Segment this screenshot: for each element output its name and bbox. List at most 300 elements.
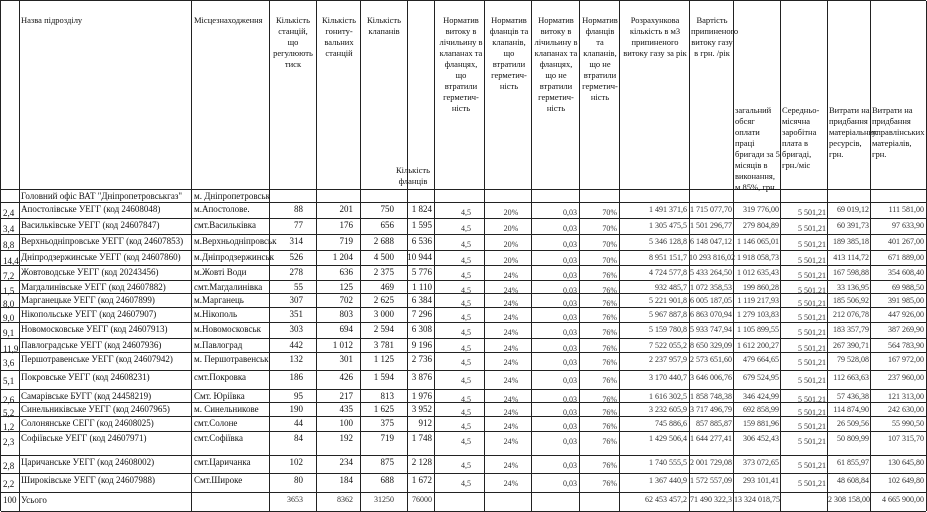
row-number: 2,3 [3,437,15,447]
row-pct1: 24% [503,479,519,488]
row-stations: 351 [289,309,303,319]
row-purchase-costs: 183 357,79 [833,325,869,334]
row-cost: 10 293 816,02 [689,253,735,262]
row-cost: 5 433 264,50 [690,268,732,277]
row-name: Нікопольське УЕГГ (код 24607907) [21,309,157,319]
grid-vline [780,1,781,511]
row-name: Павлоградське УЕГГ (код 24607936) [21,340,162,350]
row-valves: 813 [380,391,394,401]
row-pct1: 24% [503,422,519,431]
row-stations: 77 [294,220,303,230]
row-number: 7,2 [3,271,15,281]
row-number: 9,1 [3,328,15,338]
row-stations: 526 [289,252,303,262]
row-name: Софіївське УЕГГ (код 24607971) [21,433,147,443]
row-pct2: 76% [602,376,617,385]
row-salary: 5 501,21 [798,271,826,280]
row-volume: 745 886,6 [655,419,687,428]
row-name: Покровське УЕГГ (код 24608231) [21,372,150,382]
row-purchase-costs: 212 076,78 [833,310,869,319]
row-purchase-costs: 189 385,18 [833,237,869,246]
row-labor: 1 105 899,55 [737,325,779,334]
grid-vline [484,1,485,511]
row-control-stations: 694 [339,324,353,334]
row-cost: 1 572 557,09 [690,476,732,485]
row-salary: 5 501,21 [798,240,826,249]
row-control-stations: 426 [339,372,353,382]
row-labor: 1 918 058,73 [737,253,779,262]
row-purchase-costs: 60 391,73 [837,221,869,230]
row-labor: 279 804,89 [743,221,779,230]
row-stations: 95 [294,391,303,401]
row-norm2: 0,03 [563,286,577,295]
row-norm2: 0,03 [563,395,577,404]
row-stations: 55 [294,282,303,292]
row-purchase-materials: 387 269,90 [888,325,924,334]
row-control-stations: 100 [339,418,353,428]
row-pct2: 76% [602,395,617,404]
row-location: м.Нікополь [194,309,238,319]
row-location: м.Дніпродзержинськ [194,252,275,262]
row-norm1: 4,5 [461,271,471,280]
grid-hline [1,338,926,339]
total-valves: 31250 [374,495,394,504]
row-name: Новомосковське УЕГГ (код 24607913) [21,324,168,334]
row-salary: 5 501,21 [798,408,826,417]
row-pct1: 24% [503,328,519,337]
row-location: Смт. Юріївка [194,391,245,401]
row-purchase-materials: 111 581,00 [888,205,924,214]
row-salary: 5 501,21 [798,344,826,353]
grid-hline [1,492,926,493]
row-norm1: 4,5 [461,328,471,337]
row-flanges: 6 536 [411,236,432,246]
row-salary: 5 501,21 [798,376,826,385]
grid-hline [1,280,926,281]
row-pct1: 24% [503,376,519,385]
total-control-stations: 8362 [337,495,353,504]
row-control-stations: 1 204 [332,252,353,262]
row-control-stations: 234 [339,457,353,467]
header-total-labor: загальний обсяг оплати праці бригади за 5 місяців в виконання, м 85%, грн. [735,105,780,192]
row-valves: 1 594 [373,372,394,382]
row-flanges: 1 824 [411,204,432,214]
grid-vline [19,1,20,511]
row-number: 2,2 [3,479,15,489]
row-volume: 932 485,7 [655,283,687,292]
row-volume: 7 522 055,2 [649,341,687,350]
row-pct2: 76% [602,313,617,322]
row-norm1: 4,5 [461,422,471,431]
row-norm1: 4,5 [461,408,471,417]
head-office-name: Головний офіс ВАТ "Дніпропетровськгаз" [21,191,183,201]
row-volume: 1 367 440,9 [649,476,687,485]
grid-vline [619,1,620,511]
row-norm2: 0,03 [563,358,577,367]
header-calc-volume: Розрахункова кількість в м3 припиненого витоку газу за рік [623,15,687,58]
row-control-stations: 435 [339,404,353,414]
row-salary: 5 501,21 [798,328,826,337]
row-valves: 2 594 [373,324,394,334]
row-purchase-materials: 97 633,90 [892,221,924,230]
row-location: смт.Солоне [194,418,238,428]
header-flanges: Кількість фланців [396,165,431,186]
row-pct2: 76% [602,328,617,337]
row-pct1: 24% [503,313,519,322]
row-pct1: 24% [503,358,519,367]
row-labor: 1 612 200,27 [737,341,779,350]
row-stations: 80 [294,475,303,485]
row-pct2: 76% [602,286,617,295]
row-name: Магдалинівське УЕГГ (код 24607882) [21,282,166,292]
row-valves: 2 625 [373,295,394,305]
row-pct2: 70% [602,240,617,249]
row-purchase-materials: 167 972,00 [888,355,924,364]
row-purchase-materials: 55 990,50 [892,419,924,428]
row-name: Жовтоводське УЕГГ (код 20243456) [21,267,159,277]
row-pct1: 20% [503,256,519,265]
row-norm1: 4,5 [461,344,471,353]
row-control-stations: 192 [339,433,353,443]
row-volume: 4 724 577,8 [649,268,687,277]
grid-hline [1,322,926,323]
row-salary: 5 501,21 [798,286,826,295]
row-purchase-materials: 130 645,80 [888,458,924,467]
row-control-stations: 301 [339,354,353,364]
row-norm2: 0,03 [563,328,577,337]
row-norm1: 4,5 [461,286,471,295]
row-labor: 346 424,99 [743,392,779,401]
row-volume: 5 967 887,8 [649,310,687,319]
row-flanges: 1 672 [411,475,432,485]
row-pct2: 70% [602,256,617,265]
row-pct1: 24% [503,437,519,446]
row-purchase-costs: 167 598,88 [833,268,869,277]
row-salary: 5 501,21 [798,224,826,233]
row-cost: 1 715 077,70 [690,205,732,214]
row-pct2: 70% [602,208,617,217]
row-purchase-materials: 107 315,70 [888,434,924,443]
row-valves: 1 625 [373,404,394,414]
row-pct2: 76% [602,422,617,431]
row-labor: 1 279 103,83 [737,310,779,319]
row-pct2: 76% [602,437,617,446]
row-norm2: 0,03 [563,208,577,217]
grid-hline [1,250,926,251]
row-location: м.Новомосковськ [194,324,261,334]
row-stations: 132 [289,354,303,364]
row-control-stations: 184 [339,475,353,485]
row-stations: 102 [289,457,303,467]
row-purchase-materials: 242 630,00 [888,405,924,414]
grid-hline [1,189,926,190]
row-number: 11,9 [3,344,19,354]
row-valves: 469 [380,282,394,292]
row-cost: 6 005 187,05 [690,296,732,305]
row-purchase-costs: 50 809,99 [837,434,869,443]
row-norm2: 0,03 [563,224,577,233]
row-flanges: 1 976 [411,391,432,401]
grid-hline [1,370,926,371]
grid-vline [191,1,192,511]
row-pct2: 70% [602,224,617,233]
row-pct2: 76% [602,461,617,470]
row-number: 2,4 [3,208,15,218]
row-valves: 3 000 [373,309,394,319]
row-name: Царичанське УЕГГ (код 24608002) [21,457,155,467]
header-norm-leak-lost: Норматив витоку в лічильину в клапанах та фланцях, що втратили герметич-ність [439,15,483,113]
row-number: 3,4 [3,224,15,234]
row-stations: 314 [289,236,303,246]
row-flanges: 6 308 [411,324,432,334]
row-pct1: 24% [503,408,519,417]
row-pct1: 24% [503,286,519,295]
row-number: 5,1 [3,376,15,386]
row-name: Самарівське БУГГ (код 24458219) [21,391,152,401]
row-cost: 3 646 006,76 [690,373,732,382]
total-labor: 13 324 018,75 [734,495,780,504]
row-pct2: 76% [602,479,617,488]
row-labor: 692 858,99 [743,405,779,414]
row-purchase-materials: 121 313,00 [888,392,924,401]
row-purchase-costs: 69 019,12 [837,205,869,214]
header-avg-salary: Середньо-місячна заробітна плата в бригаді, грн./міс [782,105,820,170]
row-location: Смт.Широке [194,475,243,485]
row-control-stations: 803 [339,309,353,319]
row-number: 5,2 [3,408,15,418]
row-name: Широківське УЕГГ (код 24607988) [21,475,155,485]
row-labor: 319 776,00 [743,205,779,214]
row-valves: 375 [380,418,394,428]
row-number: 14,4 [3,256,19,266]
row-volume: 1 491 371,6 [649,205,687,214]
row-number: 2,8 [3,461,15,471]
row-location: смт.Царичанка [194,457,251,467]
row-cost: 1 501 296,77 [690,221,732,230]
row-purchase-costs: 114 874,90 [833,405,869,414]
row-name: Апостолівське УЕГГ (код 24608048) [21,204,161,214]
row-name: Дніпродзержинське УЕГГ (код 24607860) [21,252,181,262]
row-stations: 84 [294,433,303,443]
row-norm2: 0,03 [563,479,577,488]
row-stations: 307 [289,295,303,305]
row-volume: 1 740 555,5 [649,458,687,467]
row-labor: 159 881,96 [743,419,779,428]
row-location: смт.Васильківка [194,220,256,230]
row-norm2: 0,03 [563,408,577,417]
row-pct1: 20% [503,208,519,217]
row-labor: 1 119 217,93 [737,296,779,305]
row-control-stations: 719 [339,236,353,246]
row-valves: 2 375 [373,267,394,277]
row-norm1: 4,5 [461,224,471,233]
row-name: Верхньодніпровське УЕГГ (код 24607853) [21,236,184,246]
total-stations: 3653 [287,495,303,504]
row-norm2: 0,03 [563,437,577,446]
grid-hline [1,389,926,390]
total-purchase-costs: 2 308 158,00 [828,495,870,504]
row-cost: 6 148 047,12 [690,237,732,246]
row-labor: 293 101,41 [743,476,779,485]
row-flanges: 1 110 [412,282,432,292]
row-valves: 4 500 [373,252,394,262]
row-salary: 5 501,21 [798,208,826,217]
header-norm-flanges-ok: Норматив фланців та клапанів, що не втратили герметич-ність [582,15,618,102]
row-flanges: 912 [418,418,432,428]
row-location: м.Павлоград [194,340,243,350]
row-cost: 1 644 277,41 [690,434,732,443]
row-control-stations: 1 012 [332,340,353,350]
grid-hline [1,218,926,219]
row-valves: 1 125 [373,354,394,364]
row-purchase-costs: 185 506,92 [833,296,869,305]
row-cost: 6 863 070,94 [690,310,732,319]
grid-hline [1,473,926,474]
row-location: м. Синельникове [194,404,259,414]
row-flanges: 6 384 [411,295,432,305]
row-purchase-costs: 112 663,63 [833,373,869,382]
row-stations: 44 [294,418,303,428]
row-purchase-materials: 401 267,00 [888,237,924,246]
row-salary: 5 501,21 [798,395,826,404]
row-number: 3,6 [3,358,15,368]
row-cost: 2 573 651,60 [690,355,732,364]
row-purchase-materials: 102 649,80 [888,476,924,485]
row-salary: 5 501,21 [798,422,826,431]
row-volume: 1 429 506,4 [649,434,687,443]
grid-vline [434,1,435,511]
row-flanges: 9 196 [411,340,432,350]
row-control-stations: 125 [339,282,353,292]
row-purchase-materials: 671 889,00 [888,253,924,262]
row-cost: 8 650 329,09 [690,341,732,350]
row-labor: 1 012 635,43 [737,268,779,277]
grid-vline [316,1,317,511]
row-volume: 3 232 605,9 [649,405,687,414]
row-labor: 199 860,28 [743,283,779,292]
row-stations: 186 [289,372,303,382]
row-norm1: 4,5 [461,256,471,265]
row-norm2: 0,03 [563,313,577,322]
row-salary: 5 501,21 [798,358,826,367]
header-control-stations: Кількість гониту-вальних станцій [321,15,356,58]
row-control-stations: 201 [339,204,353,214]
row-name: Солонянське СЕГГ (код 24608025) [21,418,154,428]
row-flanges: 10 944 [407,252,432,262]
row-valves: 750 [380,204,394,214]
row-stations: 190 [289,404,303,414]
row-purchase-costs: 61 855,97 [837,458,869,467]
header-purchase-costs: Витрати на придбання матеріальних ресурсів, грн. [829,105,878,159]
row-location: смт.Софіївка [194,433,244,443]
head-office-location: м. Дніпропетровськ [194,191,270,201]
row-norm2: 0,03 [563,271,577,280]
row-labor: 1 146 065,01 [737,237,779,246]
row-norm1: 4,5 [461,461,471,470]
row-valves: 719 [380,433,394,443]
row-pct2: 76% [602,358,617,367]
row-name: Марганецьке УЕГГ (код 24607899) [21,295,155,305]
row-control-stations: 217 [339,391,353,401]
grid-vline [360,1,361,511]
header-stations-qty: Кількість станцій, що регулюють тиск [273,15,313,69]
row-cost: 5 933 747,94 [690,325,732,334]
row-salary: 5 501,21 [798,299,826,308]
row-norm1: 4,5 [461,299,471,308]
grid-hline [1,234,926,235]
row-flanges: 7 296 [411,309,432,319]
row-control-stations: 636 [339,267,353,277]
row-valves: 3 781 [373,340,394,350]
row-norm1: 4,5 [461,479,471,488]
row-number: 8,0 [3,299,15,309]
row-stations: 88 [294,204,303,214]
total-flanges: 76000 [412,495,432,504]
row-flanges: 5 776 [411,267,432,277]
row-purchase-costs: 48 608,84 [837,476,869,485]
row-pct1: 20% [503,224,519,233]
row-flanges: 3 876 [411,372,432,382]
grid-vline [531,1,532,511]
row-pct1: 24% [503,344,519,353]
row-location: м. Першотравенськ [194,354,269,364]
row-location: смт.Покровка [194,372,247,382]
row-norm2: 0,03 [563,299,577,308]
row-purchase-costs: 267 390,71 [833,341,869,350]
row-norm1: 4,5 [461,313,471,322]
row-cost: 2 001 729,08 [690,458,732,467]
row-labor: 306 452,43 [743,434,779,443]
grid-hline [1,202,926,203]
row-location: смт.Магдалинівка [194,282,263,292]
row-salary: 5 501,21 [798,437,826,446]
row-cost: 1 072 358,53 [690,283,732,292]
row-salary: 5 501,21 [798,479,826,488]
row-name: Синельниківське УЕГГ (код 24607965) [21,404,170,414]
header-valves: Кількість клапанів [366,15,401,36]
row-purchase-materials: 354 608,40 [888,268,924,277]
total-purchase-materials: 4 665 900,00 [882,495,924,504]
row-volume: 1 616 302,5 [649,392,687,401]
grid-vline [579,1,580,511]
row-purchase-materials: 564 783,90 [888,341,924,350]
row-salary: 5 501,21 [798,313,826,322]
row-norm2: 0,03 [563,256,577,265]
row-number: 1,2 [3,422,15,432]
row-volume: 5 159 780,8 [649,325,687,334]
row-volume: 5 221 901,8 [649,296,687,305]
row-control-stations: 176 [339,220,353,230]
row-labor: 479 664,65 [743,355,779,364]
total-label: Усього [21,495,47,505]
row-flanges: 3 952 [411,404,432,414]
row-norm1: 4,5 [461,240,471,249]
total-volume: 62 453 457,2 [645,495,687,504]
grid-hline [1,265,926,266]
row-purchase-materials: 391 985,00 [888,296,924,305]
row-valves: 2 688 [373,236,394,246]
header-norm-flanges-lost: Норматив фланців та клапанів, що втратили герметич-ність [489,15,529,91]
row-volume: 2 237 957,9 [649,355,687,364]
total-cost: 71 490 322,3 [690,495,732,504]
row-norm1: 4,5 [461,437,471,446]
row-salary: 5 501,21 [798,461,826,470]
row-number: 2,6 [3,395,15,405]
row-stations: 442 [289,340,303,350]
row-volume: 5 346 128,8 [649,237,687,246]
row-norm2: 0,03 [563,344,577,353]
row-pct2: 76% [602,299,617,308]
